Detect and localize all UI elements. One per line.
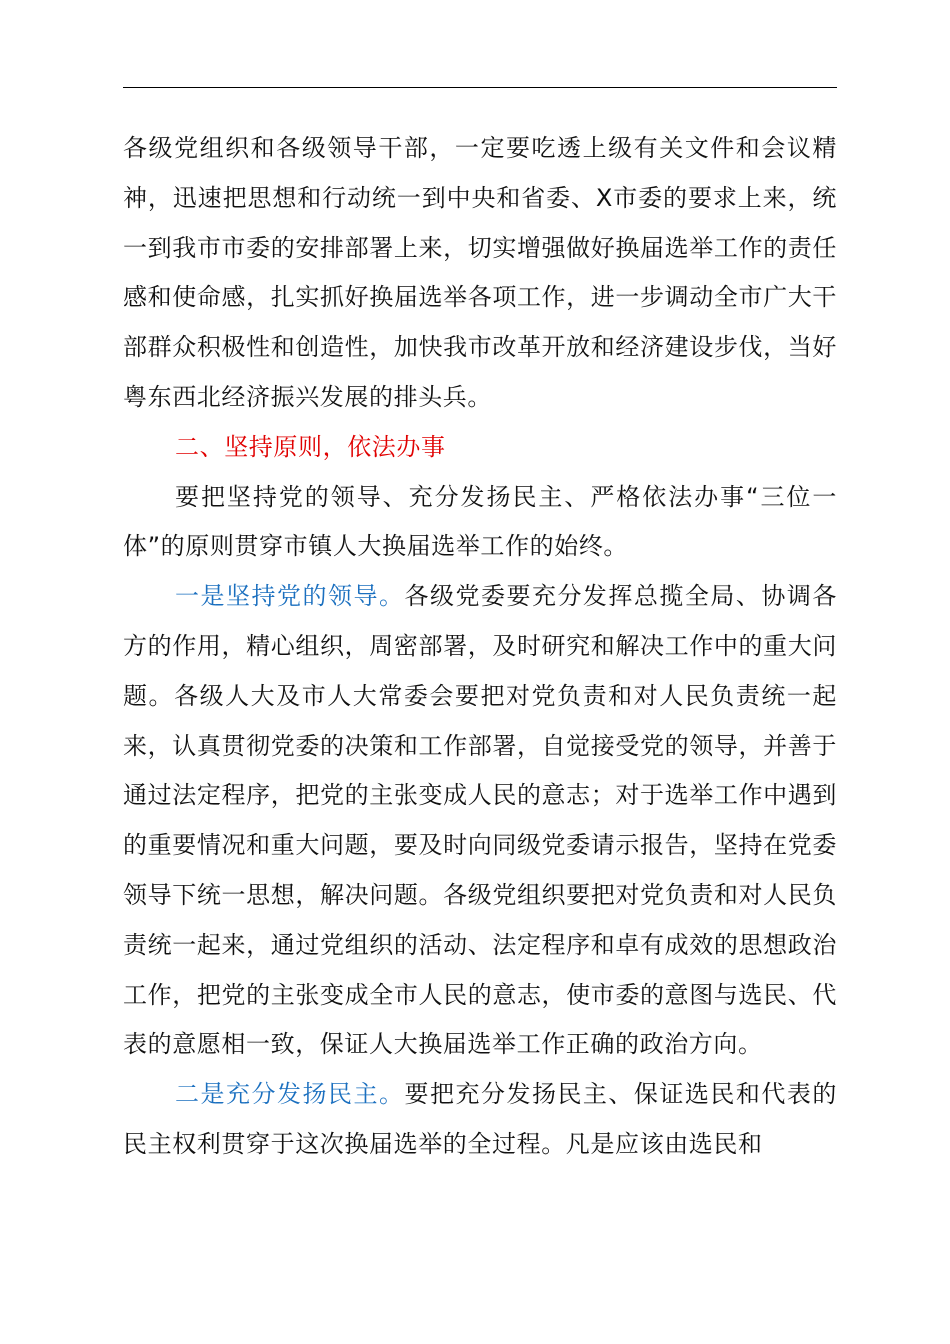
section-heading-2: 二、坚持原则，依法办事 [175, 432, 446, 461]
point-2-paragraph [123, 1070, 837, 1170]
point-1-lead: 一是坚持党的领导。 [175, 582, 405, 611]
point-2-body: 要把充分发扬民主、保证选民和代表的民主权利贯穿于这次换届选举的全过程。凡是应该由选民和 [123, 1080, 837, 1158]
header-rule [123, 87, 837, 88]
document-body [123, 124, 837, 1170]
point-2-lead: 二是充分发扬民主。 [175, 1080, 405, 1109]
paragraph-1: 各级党组织和各级领导干部，一定要吃透上级有关文件和会议精神，迅速把思想和行动统一到中央和省委、X市委的要求上来，统一到我市市委的安排部署上来，切实增强做好换届选举工作的责任感和使命感，扎实抓好换届选举各项工作，进一步调动全市广大干部群众积极性和创造性，加快我市改革开放和经济建设步伐，当好粤东西北经济振兴发展的排头兵。 [123, 134, 837, 411]
point-1-paragraph [123, 572, 837, 1070]
point-1-body: 各级党委要充分发挥总揽全局、协调各方的作用，精心组织，周密部署，及时研究和解决工作中的重大问题。各级人大及市人大常委会要把对党负责和对人民负责统一起来，认真贯彻党委的决策和工作部署，自觉接受党的领导，并善于通过法定程序，把党的主张变成人民的意志；对于选举工作中遇到的重要情况和重大问题，要及时向同级党委请示报告，坚持在党委领导下统一思想，解决问题。各级党组织要把对党负责和对人民负责统一起来，通过党组织的活动、法定程序和卓有成效的思想政治工作，把党的主张变成全市人民的意志，使市委的意图与选民、代表的意愿相一致，保证人大换届选举工作正确的政治方向。 [123, 582, 837, 1059]
paragraph-2: 要把坚持党的领导、充分发扬民主、严格依法办事“三位一体”的原则贯穿市镇人大换届选举工作的始终。 [123, 482, 837, 561]
